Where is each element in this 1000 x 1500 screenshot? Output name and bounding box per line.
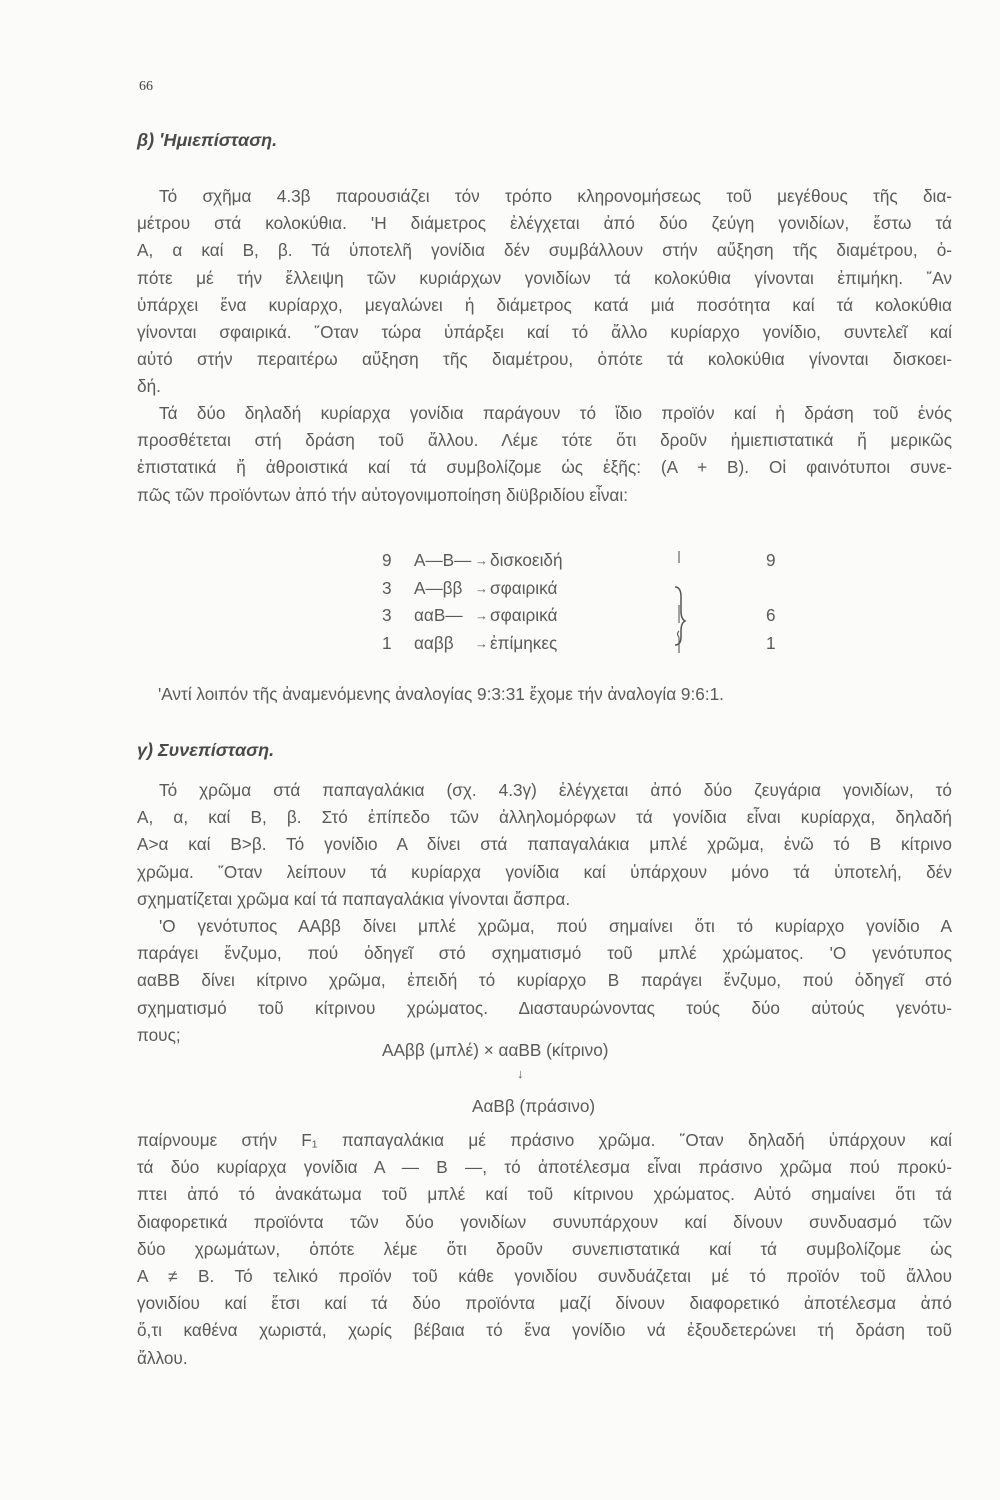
paragraph bbox=[137, 777, 952, 913]
genotype-cell: ααββ bbox=[414, 632, 454, 653]
count-cell: 1 bbox=[382, 632, 392, 653]
text-line: πῶς τῶν προϊόντων ἀπό τήν αὐτογονιμοποίηση διϋβριδίου εἶναι: bbox=[137, 484, 628, 505]
text-line: δή. bbox=[137, 376, 161, 397]
phenotype-cell: σφαιρικά bbox=[490, 605, 558, 625]
page-number: 66 bbox=[139, 79, 153, 94]
phenotype-cell: ἐπίμηκες bbox=[490, 632, 558, 653]
table-row bbox=[380, 575, 800, 603]
genotype-cell: Α—Β— bbox=[414, 550, 472, 570]
paragraph bbox=[137, 400, 952, 509]
paragraph bbox=[137, 183, 952, 401]
text-line: πους; bbox=[137, 1024, 181, 1045]
cross-formula: ΑΑββ (μπλέ) × ααΒΒ (κίτρινο) bbox=[382, 1040, 609, 1060]
text-line: γονιδίου καί ἔτσι καί τά δύο προϊόντα μαζί δίνουν διαφορετικό ἀποτέλεσμα ἀπό bbox=[137, 1293, 952, 1314]
table-row bbox=[380, 630, 800, 658]
table-row bbox=[380, 547, 800, 575]
text-line: ααΒΒ δίνει κίτρινο χρῶμα, ἐπειδή τό κυρίαρχο Β παράγει ἔνζυμο, πού ὁδηγεῖ στό bbox=[137, 970, 952, 991]
text-line: προσθέτεται στή δράση τοῦ ἄλλου. Λέμε τότε ὅτι δροῦν ἡμιεπιστατικά ἤ μερικῶς bbox=[137, 430, 952, 451]
count-cell: 3 bbox=[382, 577, 392, 598]
text-line: 'Ο γενότυπος ΑΑββ δίνει μπλέ χρῶμα, πού σημαίνει ὅτι τό κυρίαρχο γονίδιο Α bbox=[159, 916, 952, 936]
genotype-cell: ααΒ— bbox=[414, 605, 463, 625]
arrow-down-icon: ↓ bbox=[517, 1066, 524, 1081]
text-line: Α>α καί Β>β. Τό γονίδιο Α δίνει στά παπαγαλάκια μπλέ χρῶμα, ἐνῶ τό Β κίτρινο bbox=[137, 834, 952, 855]
section-heading-hemiepistasis: β) 'Ημιεπίσταση. bbox=[137, 130, 278, 150]
arrow-right-icon: → bbox=[475, 635, 488, 651]
section-heading-coepistasis: γ) Συνεπίσταση. bbox=[137, 740, 275, 760]
ratio-cell: 1 bbox=[766, 632, 776, 653]
count-cell: 3 bbox=[382, 605, 392, 625]
text-line: γίνονται σφαιρικά. ῞Οταν τώρα ὑπάρξει καί τό ἄλλο κυρίαρχο γονίδιο, συντελεῖ καί bbox=[137, 321, 952, 342]
text-line: ἄλλου. bbox=[137, 1347, 188, 1368]
text-line: αὐτό στήν περαιτέρω αὔξηση τῆς διαμέτρου, ὁπότε τά κολοκύθια γίνονται δισκοει- bbox=[137, 349, 952, 370]
genotype-cell: Α—ββ bbox=[414, 577, 463, 598]
text-line: μέτρου στά κολοκύθια. 'Η διάμετρος ἐλέγχεται ἀπό δύο ζεύγη γονιδίων, ἔστω τά bbox=[137, 213, 952, 234]
ratio-cell: 6 bbox=[766, 605, 776, 625]
text-line: σχηματίζεται χρῶμα καί τά παπαγαλάκια γίνονται ἄσπρα. bbox=[137, 888, 571, 909]
text-line: Τό σχῆμα 4.3β παρουσιάζει τόν τρόπο κληρονομήσεως τοῦ μεγέθους τῆς δια- bbox=[159, 186, 952, 206]
text-line: παίρνουμε στήν F₁ παπαγαλάκια μέ πράσινο χρῶμα. ῞Οταν δηλαδή ὑπάρχουν καί bbox=[137, 1130, 952, 1150]
arrow-right-icon: → bbox=[475, 580, 488, 596]
arrow-right-icon: → bbox=[475, 553, 488, 568]
text-line: Τό χρῶμα στά παπαγαλάκια (σχ. 4.3γ) ἐλέγχεται ἀπό δύο ζευγάρια γονιδίων, τό bbox=[159, 780, 952, 800]
phenotype-ratio-table bbox=[380, 547, 800, 657]
text-line: Τά δύο δηλαδή κυρίαρχα γονίδια παράγουν τό ἴδιο προϊόν καί ἡ δράση τοῦ ἑνός bbox=[159, 403, 952, 423]
text-line: ὑπάρχει ἕνα κυρίαρχο, μεγαλώνει ἡ διάμετρος κατά μιά ποσότητα καί τά κολοκύθια bbox=[137, 294, 952, 315]
text-line: ὅ,τι καθένα χωριστά, χωρίς βέβαια τό ἕνα γονίδιο νά ἐξουδετερώνει τή δράση τοῦ bbox=[137, 1320, 952, 1341]
phenotype-cell: δισκοειδή bbox=[490, 550, 563, 570]
text-line: Α ≠ Β. Τό τελικό προϊόν τοῦ κάθε γονιδίου συνδυάζεται μέ τό προϊόν τοῦ ἄλλου bbox=[137, 1265, 952, 1286]
text-line: διαφορετικά προϊόντα τῶν δύο γονιδίων συνυπάρχουν καί δίνουν συνδυασμό τῶν bbox=[137, 1211, 952, 1232]
table-row bbox=[380, 602, 800, 630]
text-line: πτει ἀπό τό ἀνακάτωμα τοῦ μπλέ καί τοῦ κίτρινου χρώματος. Αὐτό σημαίνει ὅτι τά bbox=[137, 1184, 952, 1205]
arrow-right-icon: → bbox=[475, 608, 488, 623]
text-line: χρῶμα. ῞Οταν λείπουν τά κυρίαρχα γονίδια καί ὑπάρχουν μόνο τά ὑποτελή, δέν bbox=[137, 861, 952, 882]
ratio-conclusion: 'Αντί λοιπόν τῆς ἀναμενόμενης ἀναλογίας 9:3:31 ἔχομε τήν ἀναλογία 9:6:1. bbox=[158, 684, 724, 704]
text-line: παράγει ἔνζυμο, πού ὁδηγεῖ στό σχηματισμό τοῦ μπλέ χρώματος. 'Ο γενότυπος bbox=[137, 943, 952, 964]
cross-result: ΑαΒβ (πράσινο) bbox=[472, 1096, 596, 1116]
paragraph bbox=[137, 913, 952, 1049]
text-line: δύο χρωμάτων, ὁπότε λέμε ὅτι δροῦν συνεπιστατικά καί τά συμβολίζομε ὡς bbox=[137, 1238, 952, 1259]
text-line: Α, α καί Β, β. Τά ὑποτελῆ γονίδια δέν συμβάλλουν στήν αὔξηση τῆς διαμέτρου, ὁ- bbox=[137, 240, 952, 261]
text-line: σχηματισμό τοῦ κίτρινου χρώματος. Διασταυρώνοντας τούς δύο αὐτούς γενότυ- bbox=[137, 997, 952, 1018]
brace-bracket bbox=[673, 547, 693, 657]
count-cell: 9 bbox=[382, 550, 392, 570]
paragraph bbox=[137, 1127, 952, 1372]
text-line: τά δύο κυρίαρχα γονίδια Α — Β —, τό ἀποτέλεσμα εἶναι πράσινο χρῶμα πού προκύ- bbox=[137, 1157, 952, 1178]
text-line: πότε μέ τήν ἔλλειψη τῶν κυριάρχων γονιδίων τά κολοκύθια γίνονται ἐπιμήκη. ῎Αν bbox=[137, 267, 952, 288]
ratio-cell: 9 bbox=[766, 550, 776, 570]
text-line: Α, α, καί Β, β. Στό ἐπίπεδο τῶν ἀλληλομόρφων τά γονίδια εἶναι κυρίαρχα, δηλαδή bbox=[137, 807, 952, 828]
phenotype-cell: σφαιρικά bbox=[490, 577, 558, 598]
text-line: ἐπιστατικά ἤ ἀθροιστικά καί τά συμβολίζομε ὡς ἑξῆς: (Α + Β). Οἱ φαινότυποι συνε- bbox=[137, 457, 952, 478]
